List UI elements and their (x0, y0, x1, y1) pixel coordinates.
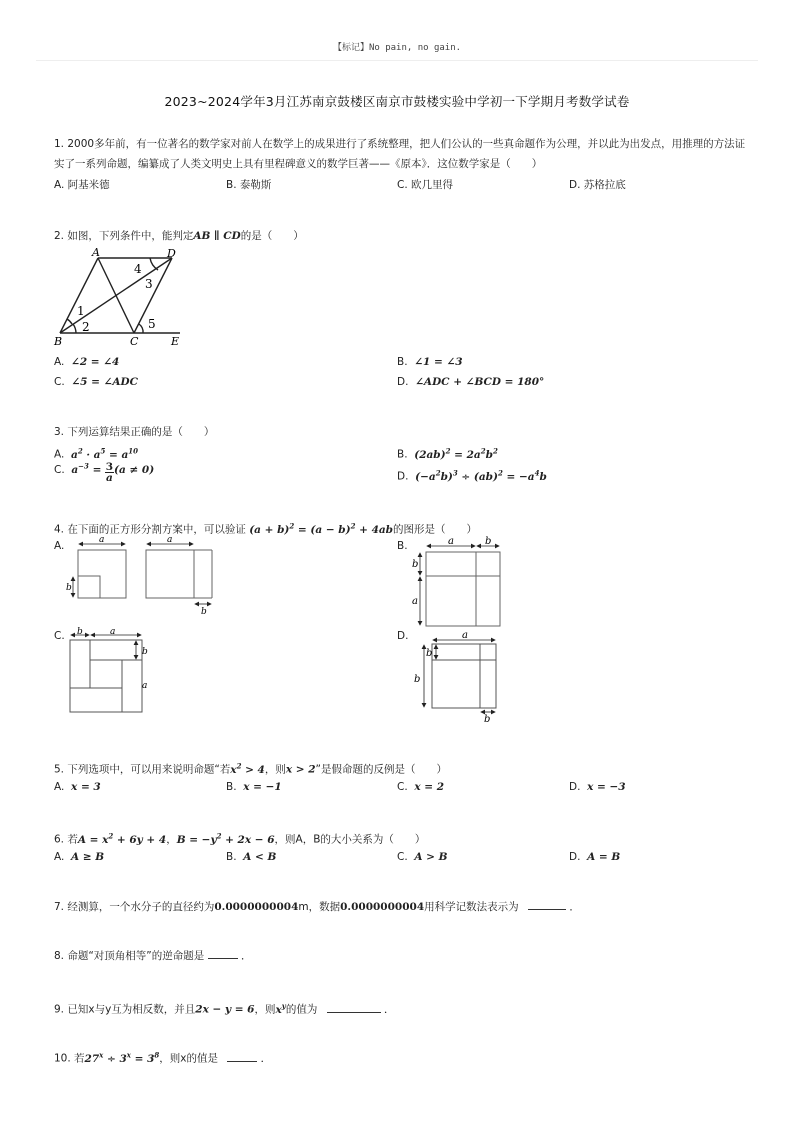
q7-number-repeat: 0.0000000004 (340, 901, 425, 913)
fig4c-b-top: b (77, 627, 83, 637)
q5-option-d[interactable] (569, 777, 626, 797)
fig4a-a2: a (167, 536, 173, 545)
fig2-label-d: D (167, 247, 176, 260)
q6-b-label: B. (226, 851, 237, 863)
q3-option-c[interactable]: C. $a^{-3}$ = $\frac{3}{a}$ (a ≠ 0) (54, 461, 155, 484)
q4-figure-d (408, 626, 508, 726)
question-2 (54, 226, 754, 246)
q1-option-c[interactable]: C. 欧几里得 (397, 179, 454, 191)
question-6: 6. 若$A = x^2 + 6y + 4$，$B = -y^2 + 2x - 6$，则A，B的大小关系为（ ） (54, 831, 426, 846)
q8-stem: 8. 命题“对顶角相等”的逆命题是 (54, 950, 205, 962)
q2-stem-math: AB ∥ CD (193, 230, 241, 242)
question-1 (54, 134, 754, 174)
q6-option-b[interactable] (226, 847, 276, 867)
q5-stem-pre: 5. 下列选项中，可以用来说明命题“若 (54, 763, 231, 776)
q2-parallelogram-figure (50, 244, 190, 348)
q3-a-label: A. (54, 448, 65, 461)
q1-option-b[interactable]: B. 泰勒斯 (226, 179, 272, 191)
q6-options (54, 847, 754, 867)
q2-stem-pre: 2. 如图，下列条件中，能判定 (54, 230, 194, 242)
q2-option-c[interactable] (54, 372, 138, 392)
q2-stem-post: 的是（ ） (240, 230, 304, 242)
q2-option-d[interactable] (397, 372, 544, 392)
q6-d-math: A = B (587, 851, 621, 863)
fig2-label-b: B (54, 335, 63, 348)
q3-b-label: B. (397, 448, 408, 461)
fig2-label-a: A (92, 246, 100, 259)
fig4c-a-side: a (142, 681, 148, 691)
q4-figure-a (64, 536, 224, 616)
q4-stem-pre: 4. 在下面的正方形分割方案中，可以验证 (54, 523, 246, 536)
fig4d-b-bottom: b (484, 714, 491, 725)
q3-options (54, 442, 754, 486)
q7-number: 0.0000000004 (214, 901, 299, 913)
q2-b-label: B. (397, 356, 408, 368)
q6-b-math: A < B (243, 851, 277, 863)
q2-option-b[interactable] (397, 352, 463, 372)
q6-d-label: D. (569, 851, 581, 863)
q2-d-label: D. (397, 376, 409, 388)
q6-a-math: A ≥ B (71, 851, 105, 863)
q5-d-math: x = −3 (587, 781, 626, 793)
q7-stem-mid: m，数据 (298, 901, 341, 913)
q4-option-b-label[interactable]: B. (397, 540, 408, 552)
q6-stem-sep: ， (166, 833, 177, 846)
q2-c-label: C. (54, 376, 65, 388)
fig4c-a-top: a (110, 627, 116, 637)
q10-answer-blank[interactable] (227, 1050, 257, 1062)
question-10: 10. 若$27^x \div 3^x = 3^8$，则x的值是 ． (54, 1050, 272, 1065)
fig2-angle-1: 1 (77, 304, 85, 318)
fig2-angle-2: 2 (82, 320, 90, 334)
q5-d-label: D. (569, 781, 581, 793)
q3-c-label: C. (54, 463, 65, 476)
q2-a-math: ∠2 = ∠4 (71, 356, 120, 368)
q6-c-label: C. (397, 851, 408, 863)
header-note: 【标记】No pain, no gain. (332, 43, 462, 53)
page-title: 2023~2024学年3月江苏南京鼓楼区南京市鼓楼实验中学初一下学期月考数学试卷 (164, 94, 630, 109)
q5-option-c[interactable] (397, 777, 444, 797)
fig4d-a-top: a (462, 630, 468, 641)
q3-option-b[interactable]: B. $(2ab)^2 = 2a^2b^2$ (397, 446, 498, 461)
q7-tail: ． (569, 901, 580, 913)
fig4b-a-top: a (448, 536, 454, 547)
q9-stem-mid: ，则 (254, 1003, 276, 1016)
q3-option-a[interactable]: A. $a^2 \cdot a^5 = a^{10}$ (54, 446, 139, 461)
q7-answer-blank[interactable] (528, 898, 566, 910)
q5-stem-mid: ，则 (264, 763, 286, 776)
fig4a-b1: b (66, 583, 72, 593)
fig4d-b-inner: b (426, 648, 433, 659)
q1-option-d[interactable]: D. 苏格拉底 (569, 179, 626, 191)
q5-a-math: x = 3 (71, 781, 101, 793)
q5-stem-post: ”是假命题的反例是（ ） (315, 763, 447, 776)
q6-stem-pre: 6. 若 (54, 833, 78, 846)
fig2-label-e: E (171, 335, 180, 348)
fig4b-a-side: a (412, 596, 418, 607)
q6-option-d[interactable] (569, 847, 620, 867)
q9-stem-pre: 9. 已知x与y互为相反数，并且 (54, 1003, 196, 1016)
q6-option-a[interactable] (54, 847, 104, 867)
q2-options (54, 352, 754, 392)
fig2-angle-5: 5 (148, 317, 156, 331)
q6-c-math: A > B (414, 851, 448, 863)
fig4b-b-side: b (412, 559, 419, 570)
q1-option-a[interactable]: A. 阿基米德 (54, 179, 110, 191)
question-3: 3. 下列运算结果正确的是（ ） (54, 426, 215, 438)
fig2-angle-4: 4 (134, 262, 142, 276)
q9-tail: ． (384, 1003, 395, 1016)
q10-stem-pre: 10. 若 (54, 1052, 85, 1065)
fig4c-b-side: b (142, 647, 148, 657)
q4-stem-math: $(a + b)^2 = (a - b)^2 + 4ab$ (249, 521, 394, 536)
q2-b-math: ∠1 = ∠3 (414, 356, 463, 368)
q3-option-d[interactable]: D. $(-a^2b)^3 \div (ab)^2 = -a^4b$ (397, 468, 547, 483)
q4-figure-c (64, 626, 164, 716)
q6-option-c[interactable] (397, 847, 448, 867)
q1-stem-line1: 1. 2000多年前，有一位著名的数学家对前人在数学上的成果进行了系统整理，把人们公认的一些真命题作为公理，并以此为出发点，用推理的方法证 (54, 138, 746, 150)
q3-d-label: D. (397, 470, 409, 483)
q10-stem-post: ，则x的值是 (159, 1052, 218, 1065)
fig2-label-c: C (130, 335, 139, 348)
fig4d-b-side: b (414, 674, 421, 685)
q5-c-label: C. (397, 781, 408, 793)
q7-stem-pre: 7. 经测算，一个水分子的直径约为 (54, 901, 215, 913)
q8-answer-blank[interactable] (208, 947, 238, 959)
q2-option-a[interactable] (54, 352, 119, 372)
fig4b-b-top: b (485, 536, 492, 547)
q10-tail: ． (260, 1052, 272, 1065)
question-8 (54, 946, 754, 966)
q5-b-label: B. (226, 781, 237, 793)
q5-option-b[interactable] (226, 777, 282, 797)
header-divider (36, 60, 758, 61)
q1-options (54, 177, 754, 197)
q9-answer-blank[interactable] (327, 1001, 381, 1013)
q2-a-label: A. (54, 356, 65, 368)
q6-a-label: A. (54, 851, 65, 863)
q4-option-a-label[interactable]: A. (54, 540, 65, 552)
question-9: 9. 已知x与y互为相反数，并且2x − y = 6，则$x^y$的值为 ． (54, 1001, 395, 1016)
q5-b-math: x = −1 (243, 781, 282, 793)
q8-tail: ． (240, 950, 252, 962)
question-5: 5. 下列选项中，可以用来说明命题“若$x^2 > 4$，则x > 2”是假命题的反例是（ ） (54, 761, 447, 776)
fig4a-b2: b (201, 607, 207, 616)
fig2-angle-3: 3 (145, 277, 153, 291)
q5-options (54, 777, 754, 797)
q4-option-d-label[interactable]: D. (397, 630, 409, 642)
q5-option-a[interactable] (54, 777, 101, 797)
q1-stem-line2: 实了一系列命题，编纂成了人类文明史上具有里程碑意义的数学巨著——《原本》．这位数学家是（ ） (54, 158, 543, 170)
q4-figure-b (408, 534, 508, 630)
q7-stem-post: 用科学记数法表示为 (424, 901, 519, 913)
q2-c-math: ∠5 = ∠ADC (71, 376, 138, 388)
q4-stem-post: 的图形是（ ） (393, 523, 478, 536)
q4-option-c-label[interactable]: C. (54, 630, 65, 642)
q2-d-math: ∠ADC + ∠BCD = 180° (415, 376, 545, 388)
fig4a-a1: a (99, 536, 105, 545)
q5-c-math: x = 2 (414, 781, 445, 793)
q5-a-label: A. (54, 781, 65, 793)
q6-stem-post: ，则A，B的大小关系为（ ） (274, 833, 426, 846)
q9-stem-post: 的值为 (285, 1003, 318, 1016)
question-7 (54, 897, 754, 917)
